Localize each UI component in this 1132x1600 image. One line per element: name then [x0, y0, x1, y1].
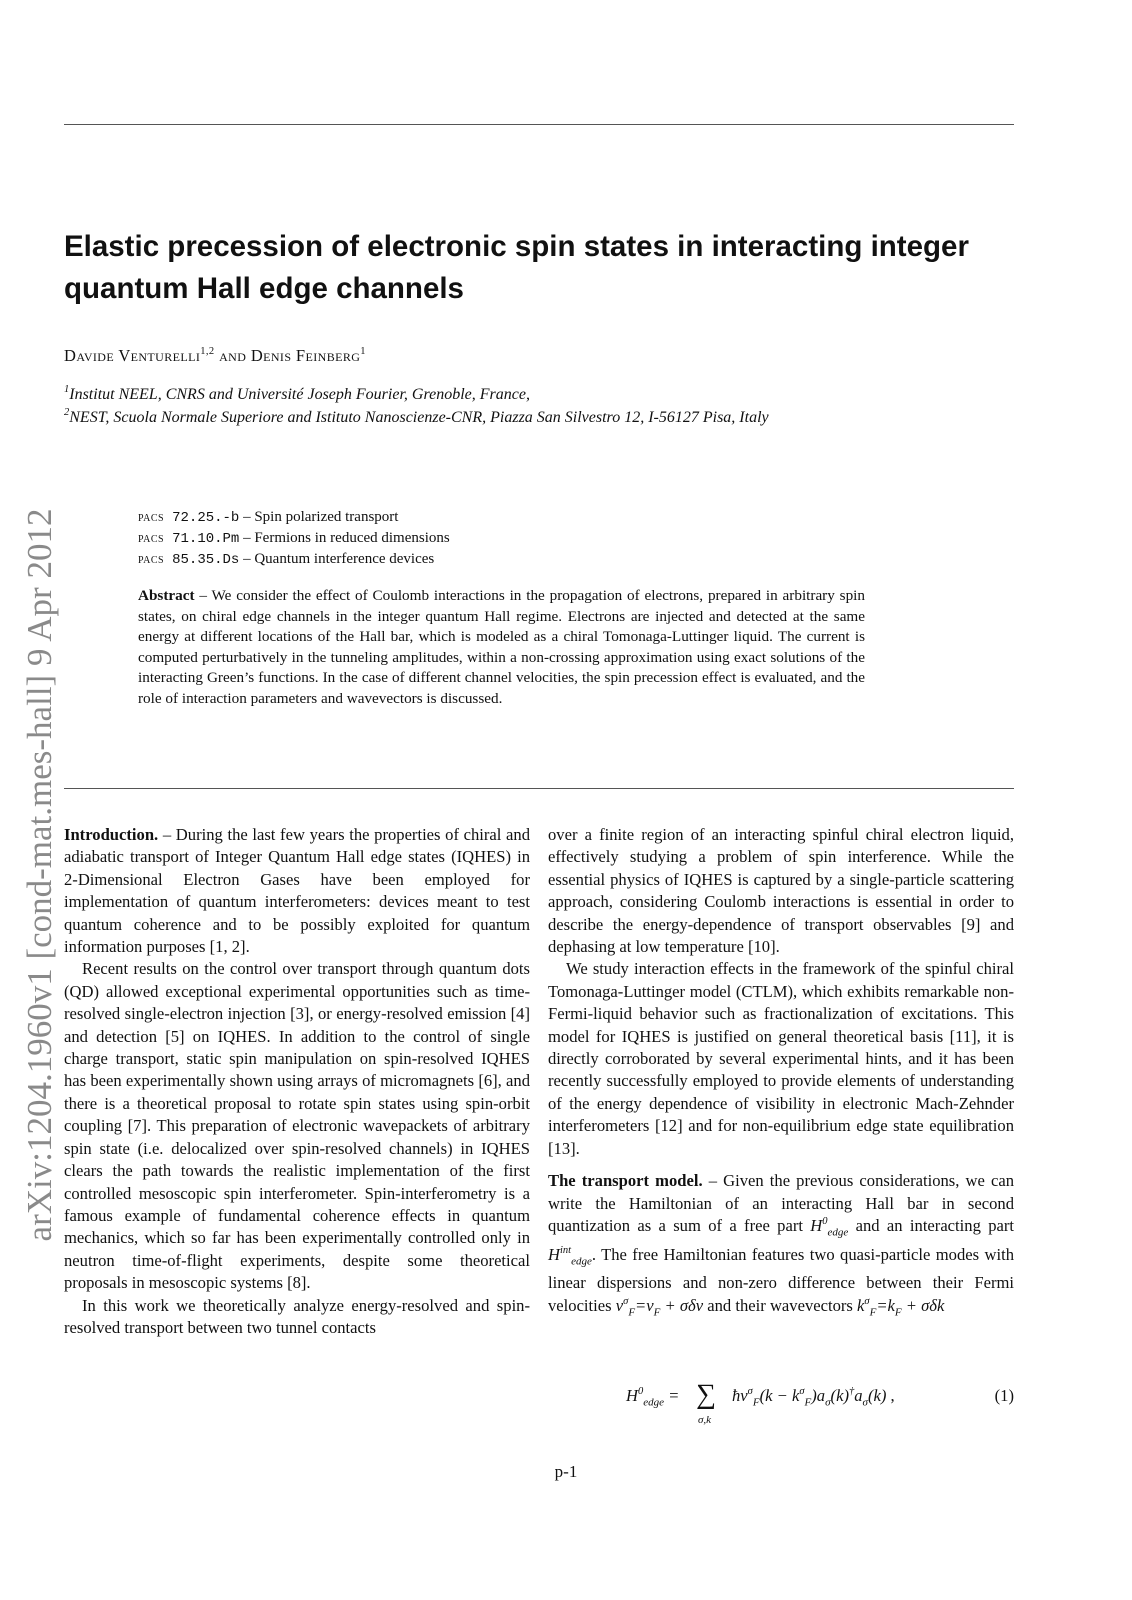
- paragraph-text: – Given the previous considerations, we can write the Hamiltonian of an interacting Hall bar in second quantization as a sum of a free part: [548, 1171, 1014, 1235]
- pacs-entry: [138, 551, 434, 568]
- pacs-tag: pacs: [138, 510, 165, 525]
- pacs-tag: pacs: [138, 531, 165, 546]
- affiliation-text: Institut NEEL, CNRS and Université Joseph Fourier, Grenoble, France,: [69, 386, 530, 403]
- section-heading: The transport model.: [548, 1171, 703, 1191]
- paragraph: over a finite region of an interacting spinful chiral electron liquid, effectively studying a problem of spin interference. While the essential physics of IQHES is captured by a single-particle scattering approach, considering Coulomb interactions is essential in order to describe the energy-dependence of transport observables [9] and dephasing at low temperature [10].: [548, 825, 1014, 957]
- page-number: p-1: [554, 1462, 578, 1481]
- paragraph: In this work we theoretically analyze energy-resolved and spin-resolved transport between two tunnel contacts: [64, 1295, 530, 1337]
- equation-lhs: $H^0_{edge}$ =: [626, 1386, 680, 1409]
- section-heading: Introduction.: [64, 825, 159, 844]
- top-rule: [64, 124, 1014, 125]
- affiliation-sup: 1: [64, 384, 70, 395]
- author-line: [64, 346, 366, 366]
- right-column: [548, 824, 1014, 1323]
- affiliation: [64, 409, 769, 427]
- paragraph-text: and an interacting part: [848, 1215, 1014, 1235]
- paragraph: We study interaction effects in the framework of the spinful chiral Tomonaga-Luttinger model (CTLM), which exhibits remarkable non-Fermi-liquid behavior such as fractionalization of excitations. This model for IQHES is justified on general theoretical basis [11], it is directly corroborated by several experimental hints, and it has been recently successfully employed to provide elements of understanding of the energy dependence of visibility in electronic Mach-Zehnder interferometers [12] and for non-equilibrium edge state equilibration [13].: [548, 959, 1014, 1158]
- author-affiliation-sup: 1,2: [200, 346, 215, 357]
- paragraph-text: and their wavevectors: [703, 1295, 858, 1315]
- sum-symbol: ∑: [696, 1379, 716, 1410]
- sum-subscript: σ,k: [698, 1414, 712, 1426]
- pacs-entry: [138, 509, 398, 526]
- math-inline: $k^\sigma_F=k_F + \sigma\delta k$: [857, 1295, 945, 1319]
- affiliation-sup: 2: [64, 407, 70, 418]
- author-name: Denis Feinberg: [250, 346, 361, 365]
- math-inline: $H^{int}_{edge}$: [548, 1244, 592, 1267]
- equation-number: (1): [994, 1386, 1014, 1405]
- affiliation: [64, 386, 530, 404]
- affiliation-text: NEST, Scuola Normale Superiore and Istituto Nanoscienze-CNR, Piazza San Silvestro 12, I-56127 Pisa, Italy: [69, 409, 769, 426]
- paper-title: Elastic precession of electronic spin states in interacting integer quantum Hall edge channels: [64, 230, 969, 305]
- pacs-description: – Spin polarized transport: [243, 509, 399, 525]
- pacs-description: – Quantum interference devices: [243, 551, 435, 567]
- left-column: [64, 824, 530, 1339]
- abstract-label: Abstract: [138, 587, 195, 604]
- abstract-bottom-rule: [64, 788, 1014, 789]
- pacs-tag: pacs: [138, 552, 165, 567]
- math-inline: $H^0_{edge}$: [810, 1215, 849, 1239]
- author-name: Davide Venturelli: [64, 346, 201, 365]
- abstract-text: – We consider the effect of Coulomb interactions in the propagation of electrons, prepared in arbitrary spin states, on chiral edge channels in the integer quantum Hall regime. Electrons are injected and detected at the same energy at different locations of the Hall bar, which is modeled as a chiral Tomonaga-Luttinger liquid. The current is computed perturbatively in the tunneling amplitudes, within a non-crossing approximation using exact solutions of the interacting Green’s functions. In the case of different channel velocities, the spin precession effect is evaluated, and the role of interaction parameters and wavevectors is discussed.: [138, 587, 865, 707]
- paragraph-text: – During the last few years the properties of chiral and adiabatic transport of Integer Quantum Hall edge states (IQHES) in 2-Dimensional Electron Gases have been employed for implementation of quantum interferometers: devices meant to test quantum coherence and to be possibly exploited for quantum information purposes [1, 2].: [64, 825, 530, 957]
- paragraph-text: . The free Hamiltonian features two quasi-particle modes with linear dispersions and non-zero difference between their Fermi velocities: [548, 1244, 1014, 1315]
- abstract: [138, 586, 865, 710]
- pacs-code: 72.25.-b: [172, 510, 240, 526]
- pacs-entry: [138, 530, 450, 547]
- pacs-code: 71.10.Pm: [172, 531, 240, 547]
- pacs-code: 85.35.Ds: [172, 552, 240, 568]
- math-inline: $v^\sigma_F=v_F + \sigma\delta v$: [615, 1295, 704, 1319]
- paragraph: Recent results on the control over transport through quantum dots (QD) allowed exceptional experimental opportunities such as time-resolved single-electron injection [3], or energy-resolved emission [4] and detection [5] on IQHES. In addition to the control of single charge transport, static spin manipulation on spin-resolved IQHES has been experimentally shown using arrays of micromagnets [6], and there is a theoretical proposal to rotate spin states using spin-orbit coupling [7]. This preparation of electronic wavepackets of arbitrary spin state (i.e. delocalized over spin-resolved channels) in IQHES clears the path towards the realistic implementation of the first controlled mesoscopic spin interferometer. Spin-interferometry is a famous example of fundamental coherence effects in quantum mechanics, which so far has been experimentally controlled only in neutron time-of-flight experiments, despite some theoretical proposals in mesoscopic systems [8].: [64, 959, 530, 1293]
- equation-1: [548, 1380, 1014, 1440]
- author-affiliation-sup: 1: [360, 346, 366, 357]
- author-conjunction: and: [219, 346, 247, 365]
- equation-rhs: $ħv^\sigma_F(k - k^\sigma_F)a_\sigma(k)^\dagger a_\sigma(k)$ ,: [732, 1386, 895, 1409]
- pacs-description: – Fermions in reduced dimensions: [243, 530, 450, 546]
- arxiv-stamp: arXiv:1204.1960v1 [cond-mat.mes-hall] 9 Apr 2012: [20, 508, 59, 1242]
